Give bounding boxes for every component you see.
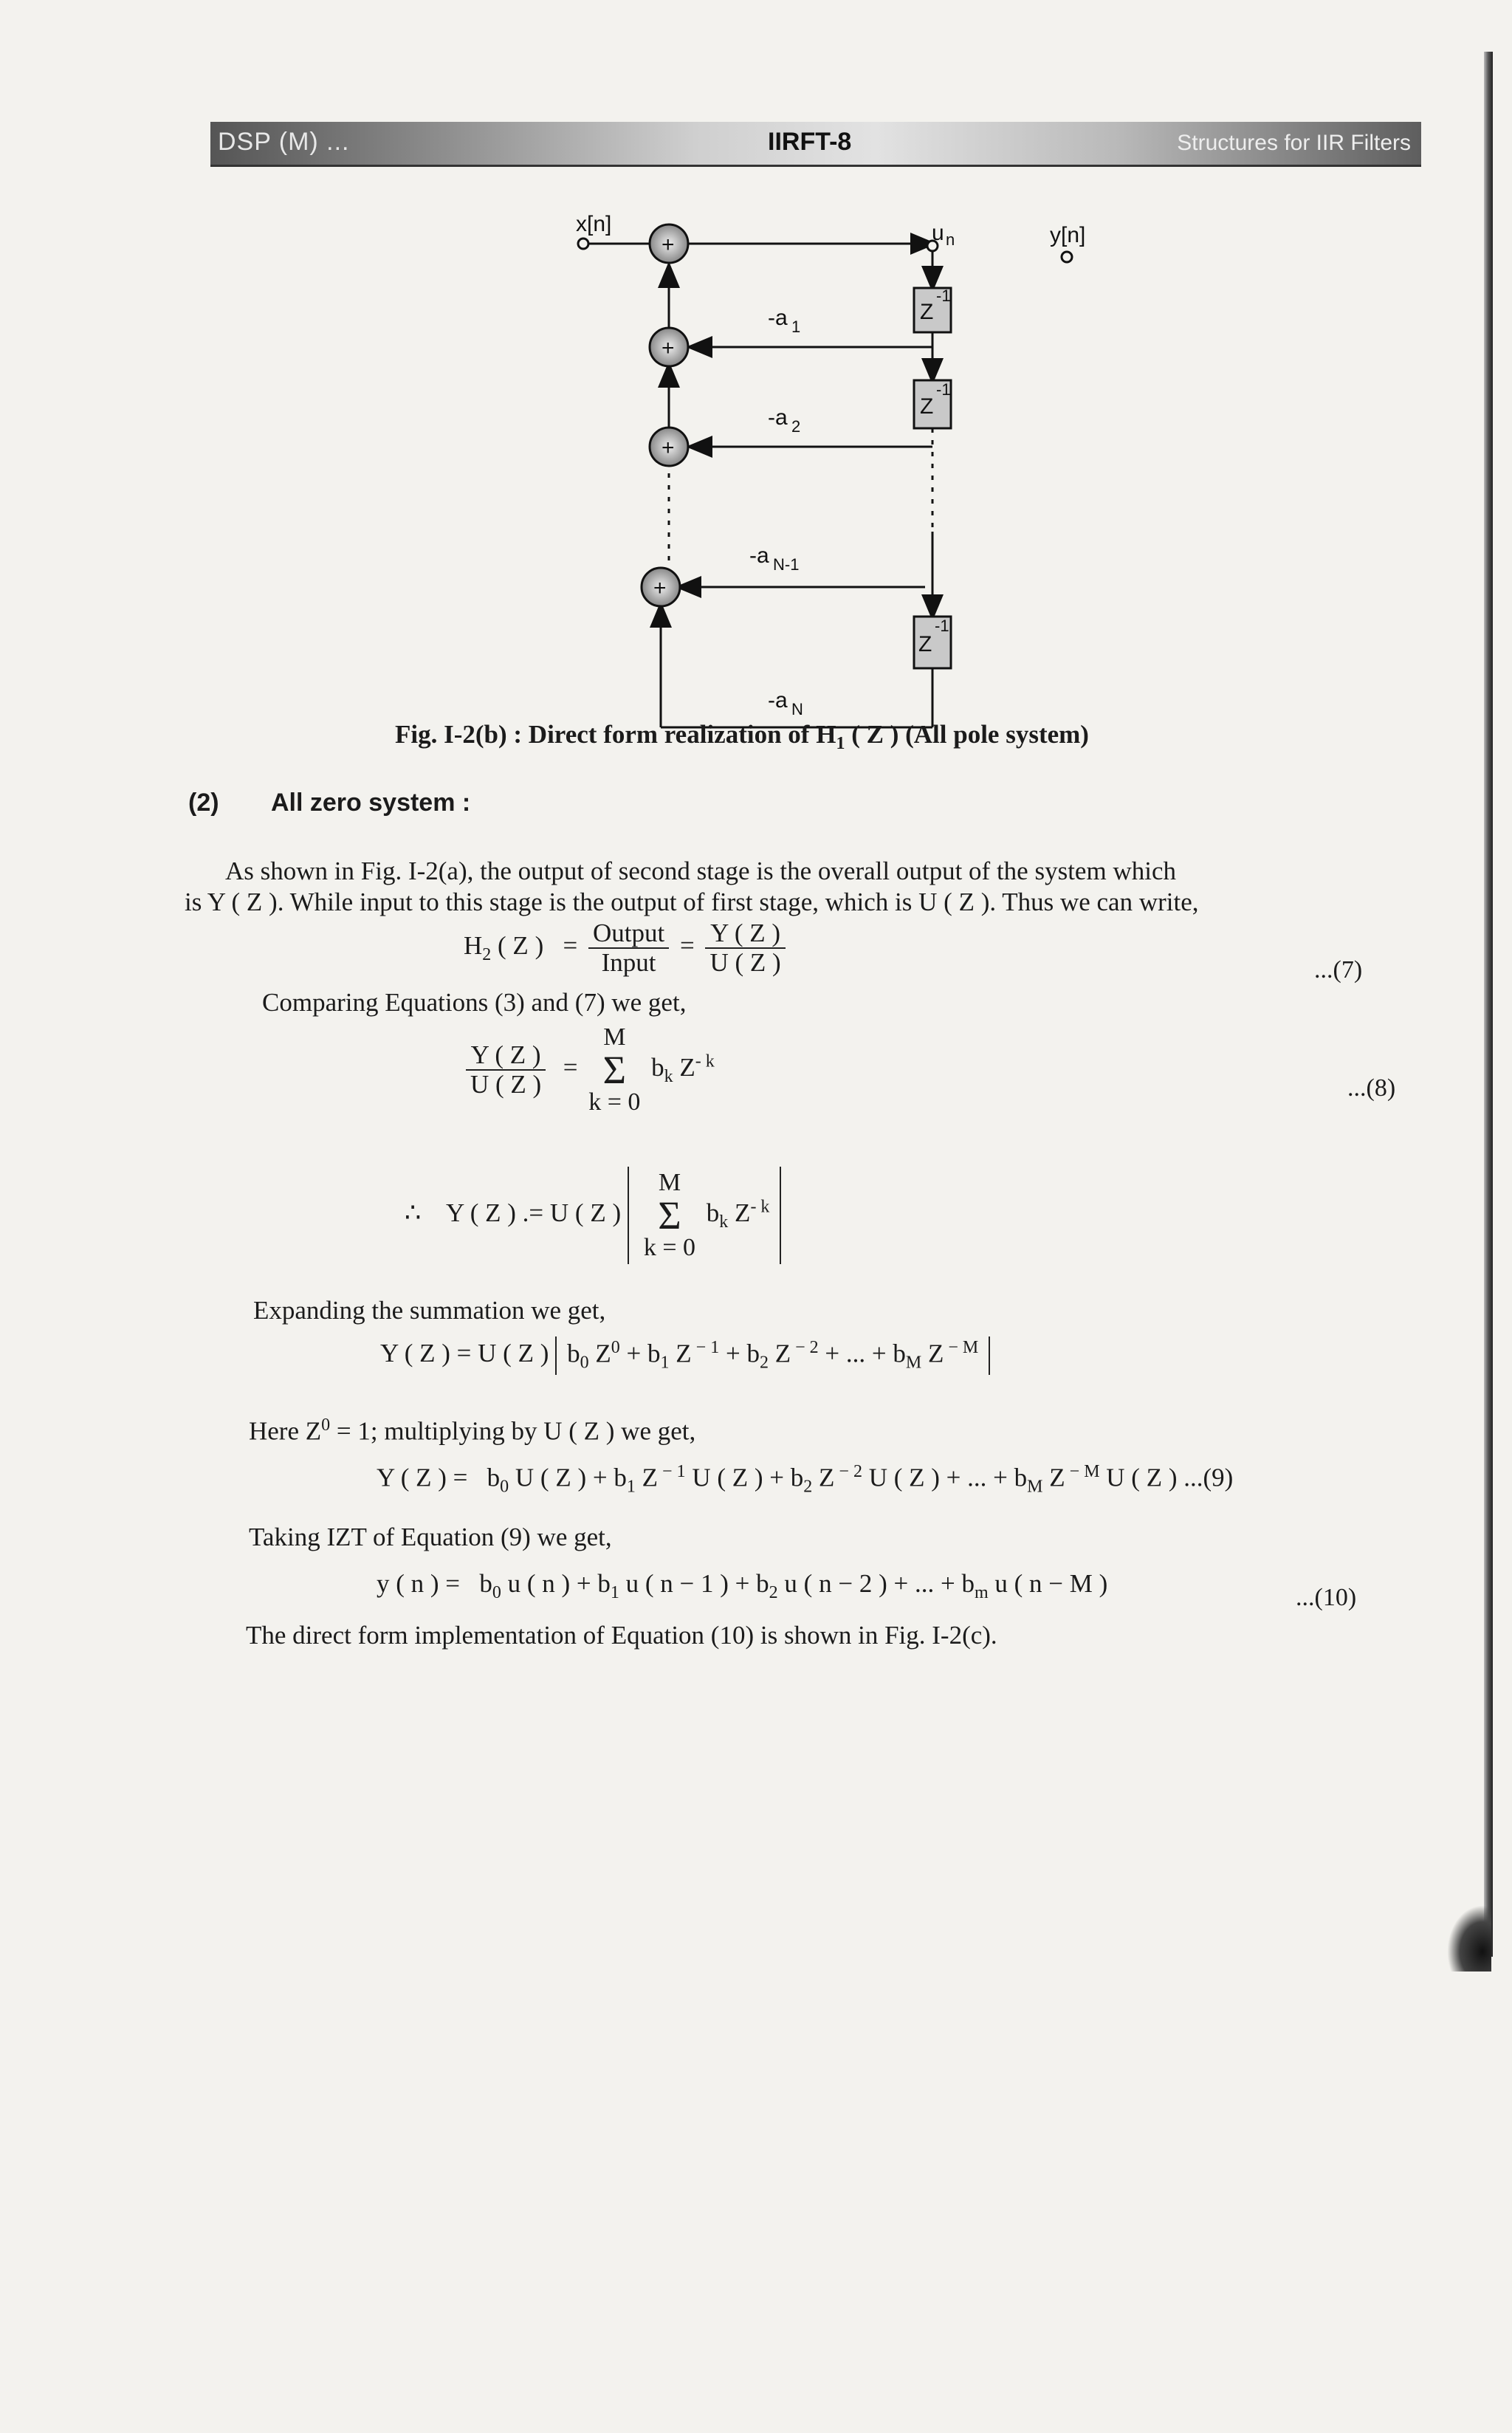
coeff-a2-sub: 2 [791, 417, 801, 436]
paragraph-line-1: As shown in Fig. I-2(a), the output of second stage is the overall output of the system which [225, 857, 1176, 885]
eq7-lhs-sub: 2 [482, 945, 492, 965]
coeff-a1: -a [768, 306, 788, 330]
coeff-a1-sub: 1 [791, 318, 801, 336]
caption-prefix: Fig. I-2(b) : Direct form realization of H [395, 720, 836, 749]
delay-block-1 [914, 286, 951, 332]
therefore-symbol: ∴ [405, 1198, 422, 1228]
equation-expanded [380, 1336, 990, 1375]
here-b: = 1; multiplying by U ( Z ) we get, [330, 1416, 696, 1446]
adder-2 [650, 328, 688, 366]
eq8b-upper: M [658, 1169, 681, 1196]
eq8-term-exp: - k [695, 1051, 715, 1071]
eq9-lhs: Y ( Z ) = [377, 1463, 468, 1492]
eq8b-lower: k = 0 [643, 1234, 696, 1261]
eq7-lhs-arg: ( Z ) [491, 931, 544, 961]
coeff-a2: -a [768, 405, 788, 430]
eq7-frac-1 [588, 919, 669, 977]
eq8-term-z: Z [673, 1053, 695, 1082]
delay-2-exp: -1 [936, 380, 951, 399]
adder-2-symbol: + [662, 336, 675, 360]
eq7-equals-2: = [679, 931, 695, 961]
eq7-den1: Input [601, 948, 656, 977]
eq8-num: Y ( Z ) [466, 1041, 546, 1071]
eq8b-term-sub: k [719, 1212, 729, 1232]
expanded-bracket: $b_0$ $Z^0 + b_1$ Z $^{- 1} + b_2$ Z $^{- 2}$ + ... + $b_M$ Z $^{- M}$ [555, 1336, 990, 1375]
delay-1-exp: -1 [936, 286, 951, 305]
text-here [249, 1410, 695, 1447]
eq8-sum [588, 1023, 640, 1117]
header-left: DSP (M) ... [218, 128, 350, 156]
eq7-frac-2 [705, 919, 785, 977]
eq8-equals: = [563, 1053, 578, 1082]
eq8-frac [466, 1041, 546, 1099]
coeff-aN-1: -a [749, 543, 769, 568]
adder-4 [642, 568, 680, 606]
eq8-tag: ...(8) [1347, 1074, 1396, 1102]
delay-n-label: Z [918, 632, 932, 656]
input-label: x[n] [576, 212, 612, 236]
eq8-upper: M [603, 1023, 626, 1051]
adder-3 [650, 428, 688, 466]
equation-8 [461, 1023, 715, 1117]
eq8b-term-exp: - k [750, 1197, 770, 1217]
eq8-term: b [651, 1053, 664, 1082]
equation-10: y ( n ) = $b_0$ u ( n ) + $b_1$ u ( n − 1 ) + $b_2$ u ( n − 2 ) + ... + $b_m$ u ( n − M ) [377, 1569, 1108, 1602]
eq8b-sigma: Σ [658, 1193, 681, 1238]
caption-sub: 1 [836, 734, 845, 753]
delay-1-label: Z [920, 300, 934, 324]
coeff-aN-sub: N [791, 700, 803, 718]
eq7-num1: Output [588, 919, 669, 949]
eq9-tag: ...(9) [1183, 1463, 1234, 1492]
header-section-title: Structures for IIR Filters [1177, 131, 1411, 155]
caption-suffix: ( Z ) (All pole system) [845, 720, 1089, 749]
here-a: Here Z [249, 1416, 322, 1446]
text-comparing: Comparing Equations (3) and (7) we get, [262, 988, 687, 1017]
figure-caption [395, 720, 1089, 754]
binding-shadow [1447, 1905, 1491, 1972]
delay-block-n [914, 617, 951, 668]
eq8b-bracket [628, 1167, 782, 1264]
here-sup: 0 [321, 1415, 331, 1435]
adder-1 [650, 224, 688, 263]
eq10-tag: ...(10) [1296, 1584, 1357, 1611]
eq8-sigma: Σ [602, 1048, 627, 1092]
section-heading [188, 789, 470, 817]
eq7-den2: U ( Z ) [709, 948, 781, 977]
coeff-aN-1-sub: N-1 [773, 555, 800, 574]
paragraph-line-2: is Y ( Z ). While input to this stage is the output of first stage, which is U ( Z ). Thus we can write, [185, 888, 1199, 916]
text-expanding: Expanding the summation we get, [253, 1296, 606, 1325]
text-final: The direct form implementation of Equation (10) is shown in Fig. I-2(c). [246, 1621, 997, 1650]
text-izt: Taking IZT of Equation (9) we get, [249, 1523, 612, 1551]
equation-8b [405, 1167, 781, 1264]
adder-1-symbol: + [662, 233, 675, 257]
delay-n-exp: -1 [935, 617, 949, 635]
expanded-lhs: Y ( Z ) = U ( Z ) [380, 1338, 549, 1368]
coeff-aN: -a [768, 688, 788, 713]
equation-7 [464, 919, 790, 977]
eq7-lhs: H [464, 931, 483, 961]
header-page-id: IIRFT-8 [768, 128, 852, 156]
delay-block-2 [914, 380, 951, 428]
eq10-lhs: y ( n ) = [377, 1569, 461, 1598]
block-diagram [0, 0, 1512, 738]
eq8-term-sub: k [664, 1067, 673, 1087]
node-subscript: n [946, 230, 955, 249]
output-label: y[n] [1050, 223, 1086, 247]
node-label: u [932, 221, 944, 245]
section-title: All zero system : [271, 789, 471, 817]
eq7-tag: ...(7) [1314, 956, 1363, 984]
eq8-den: U ( Z ) [470, 1070, 542, 1099]
eq8b-lhs: Y ( Z ) .= U ( Z ) [445, 1198, 622, 1228]
delay-2-label: Z [920, 394, 934, 419]
equation-9: Y ( Z ) = $b_0$ U ( Z ) + $b_1$ Z $^{- 1}$ U ( Z ) + $b_2$ Z $^{- 2}$ U ( Z ) + ... + $b_M$ Z $^{- M}$ U ( Z ) ...(9) [377, 1462, 1234, 1497]
eq8-lower: k = 0 [588, 1088, 641, 1116]
section-number: (2) [188, 789, 219, 817]
eq7-equals: = [563, 931, 578, 961]
eq8b-sum [644, 1168, 695, 1263]
adder-3-symbol: + [662, 436, 675, 460]
eq8b-term-z: Z [728, 1198, 751, 1228]
eq8b-term: b [706, 1198, 720, 1228]
eq7-num2: Y ( Z ) [705, 919, 785, 949]
adder-4-symbol: + [653, 576, 667, 600]
